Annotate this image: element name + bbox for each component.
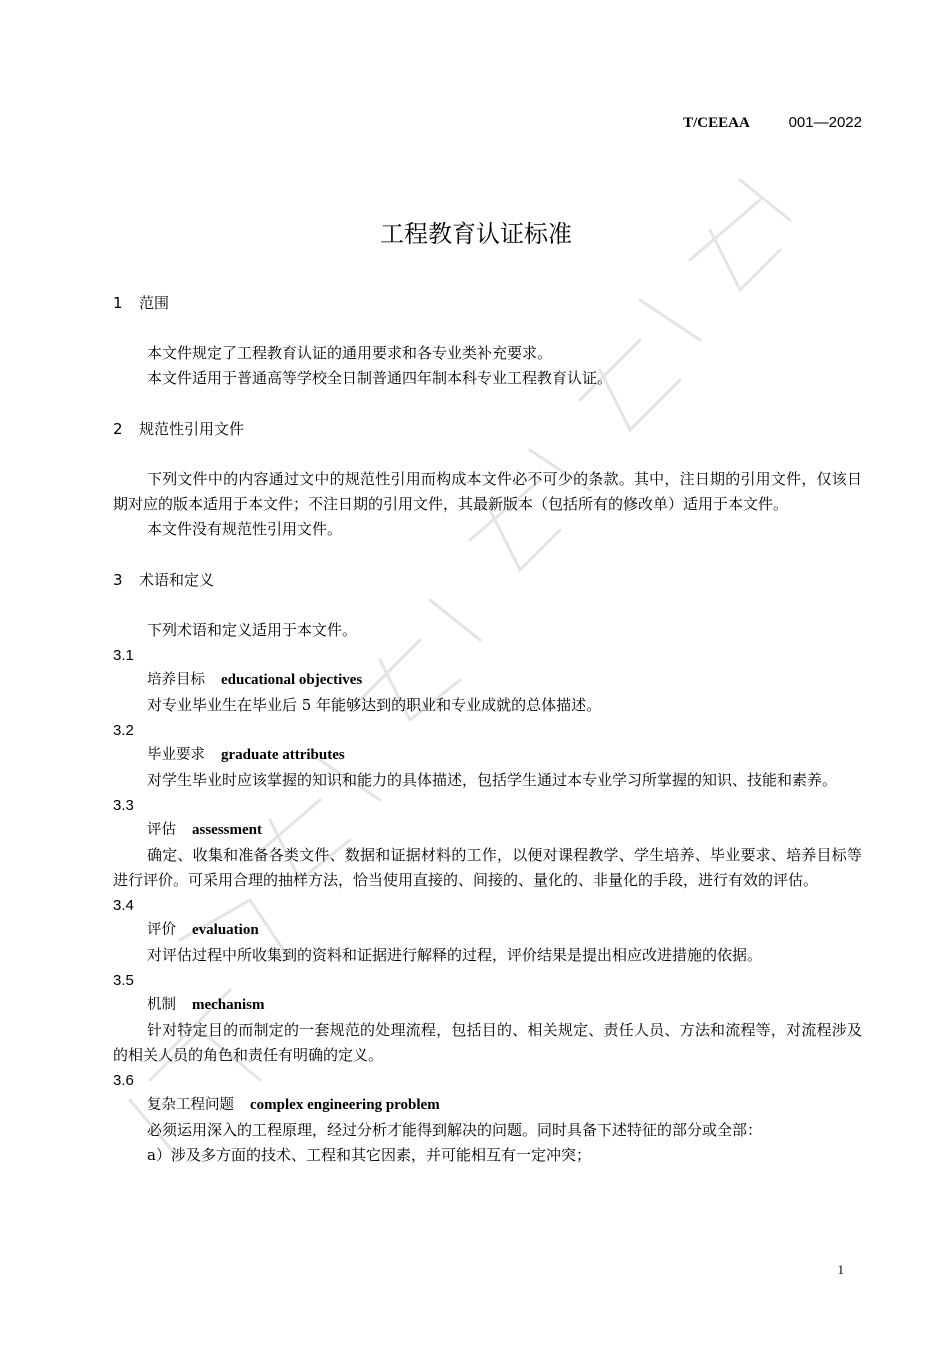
term-definition: 针对特定目的而制定的一套规范的处理流程，包括目的、相关规定、责任人员、方法和流程等，对流程涉及的相关人员的角色和责任有明确的定义。 xyxy=(113,1021,862,1064)
term-definition: 确定、收集和准备各类文件、数据和证据材料的工作，以便对课程教学、学生培养、毕业要求、培养目标等进行评价。可采用合理的抽样方法，恰当使用直接的、间接的、量化的、非量化的手段，进行有效的评估。 xyxy=(113,846,862,889)
term-heading: 复杂工程问题 complex engineering problem xyxy=(147,1097,440,1113)
term-heading: 评估 assessment xyxy=(147,822,262,838)
section-1-paragraph-1: 本文件规定了工程教育认证的通用要求和各专业类补充要求。 xyxy=(147,344,553,362)
section-2-heading: 2 规范性引用文件 xyxy=(113,420,245,438)
term-definition: 对专业毕业生在毕业后 5 年能够达到的职业和专业成就的总体描述。 xyxy=(147,696,602,714)
term-heading: 培养目标 educational objectives xyxy=(147,672,363,688)
section-3-heading: 3 术语和定义 xyxy=(113,571,215,589)
clause-number: 3.3 xyxy=(113,797,134,814)
term-heading: 机制 mechanism xyxy=(147,997,265,1013)
clause-number: 3.1 xyxy=(113,647,134,664)
clause-number: 3.2 xyxy=(113,722,134,739)
clause-number: 3.5 xyxy=(113,972,134,989)
section-1-heading: 1 范围 xyxy=(113,294,170,312)
document-title: 工程教育认证标准 xyxy=(380,220,572,248)
term-definition: 对学生毕业时应该掌握的知识和能力的具体描述，包括学生通过本专业学习所掌握的知识、技能和素养。 xyxy=(147,771,838,789)
page-number: 1 xyxy=(837,1262,844,1277)
term-list-item-a: a）涉及多方面的技术、工程和其它因素，并可能相互有一定冲突； xyxy=(147,1146,591,1164)
document-body xyxy=(113,290,862,1168)
clause-number: 3.4 xyxy=(113,897,134,914)
section-2-paragraph-2: 本文件没有规范性引用文件。 xyxy=(147,520,343,538)
term-heading: 评价 evaluation xyxy=(147,922,259,938)
term-definition: 对评估过程中所收集到的资料和证据进行解释的过程，评价结果是提出相应改进措施的依据。 xyxy=(147,946,763,964)
standard-number: 001—2022 xyxy=(788,114,862,131)
document-header xyxy=(683,113,862,132)
term-definition: 必须运用深入的工程原理，经过分析才能得到解决的问题。同时具备下述特征的部分或全部： xyxy=(147,1121,763,1139)
section-1-paragraph-2: 本文件适用于普通高等学校全日制普通四年制本科专业工程教育认证。 xyxy=(147,369,613,387)
section-2-paragraph-1: 下列文件中的内容通过文中的规范性引用而构成本文件必不可少的条款。其中，注日期的引用文件，仅该日期对应的版本适用于本文件；不注日期的引用文件，其最新版本（包括所有的修改单）适用于本文件。 xyxy=(113,470,862,513)
standard-code: T/CEEAA xyxy=(683,115,750,131)
section-3-intro: 下列术语和定义适用于本文件。 xyxy=(147,621,358,639)
term-heading: 毕业要求 graduate attributes xyxy=(147,747,345,763)
clause-number: 3.6 xyxy=(113,1072,134,1089)
